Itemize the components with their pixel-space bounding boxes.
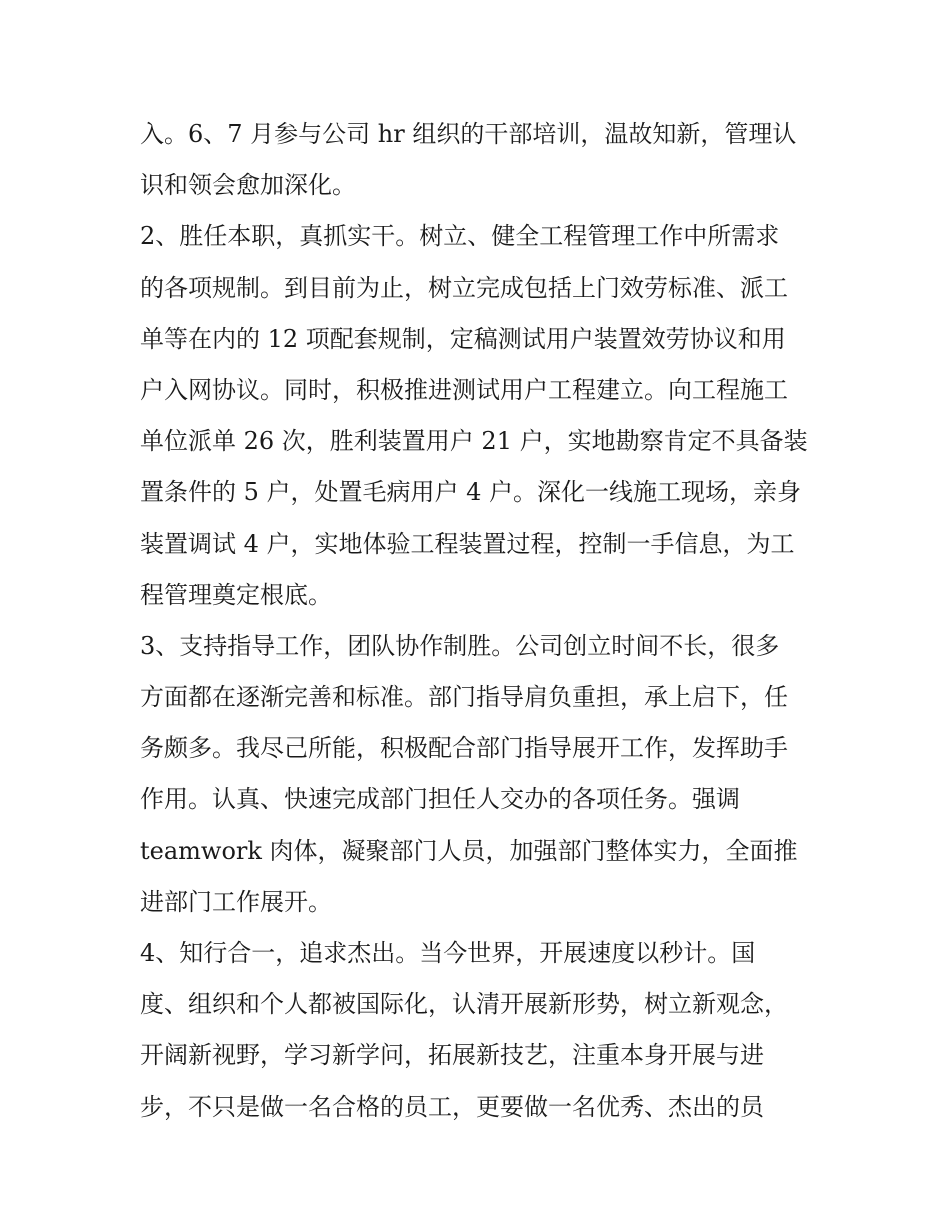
text-line: 步，不只是做一名合格的员工，更要做一名优秀、杰出的员	[140, 1092, 764, 1121]
text-line: 户入网协议。同时，积极推进测试用户工程建立。向工程施工	[140, 375, 788, 404]
text-line: 2、胜任本职，真抓实干。树立、健全工程管理工作中所需求	[140, 222, 780, 251]
text-line: 单位派单 26 次，胜利装置用户 21 户，实地勘察肯定不具备装	[140, 427, 808, 456]
body-text	[140, 109, 820, 1133]
text-line: 开阔新视野，学习新学问，拓展新技艺，注重本身开展与进	[140, 1041, 764, 1070]
text-line: teamwork 肉体，凝聚部门人员，加强部门整体实力，全面推	[140, 836, 798, 865]
text-line: 务颇多。我尽己所能，积极配合部门指导展开工作，发挥助手	[140, 734, 788, 763]
text-line: 识和领会愈加深化。	[140, 171, 356, 200]
text-line: 度、组织和个人都被国际化，认清开展新形势，树立新观念，	[140, 990, 788, 1019]
text-line: 的各项规制。到目前为止，树立完成包括上门效劳标准、派工	[140, 273, 788, 302]
text-line: 4、知行合一，追求杰出。当今世界，开展速度以秒计。国	[140, 939, 756, 967]
text-line: 3、支持指导工作，团队协作制胜。公司创立时间不长，很多	[140, 631, 780, 660]
text-line: 程管理奠定根底。	[140, 580, 332, 609]
text-line: 置条件的 5 户，处置毛病用户 4 户。深化一线施工现场，亲身	[140, 478, 802, 507]
text-line: 装置调试 4 户，实地体验工程装置过程，控制一手信息，为工	[140, 529, 795, 558]
text-line: 入。6、7 月参与公司 hr 组织的干部培训，温故知新，管理认	[140, 120, 797, 148]
text-line: 作用。认真、快速完成部门担任人交办的各项任务。强调	[140, 785, 740, 814]
text-line: 方面都在逐渐完善和标准。部门指导肩负重担，承上启下，任	[140, 683, 788, 712]
text-line: 进部门工作展开。	[140, 887, 332, 916]
text-line: 单等在内的 12 项配套规制，定稿测试用户装置效劳协议和用	[140, 324, 786, 353]
